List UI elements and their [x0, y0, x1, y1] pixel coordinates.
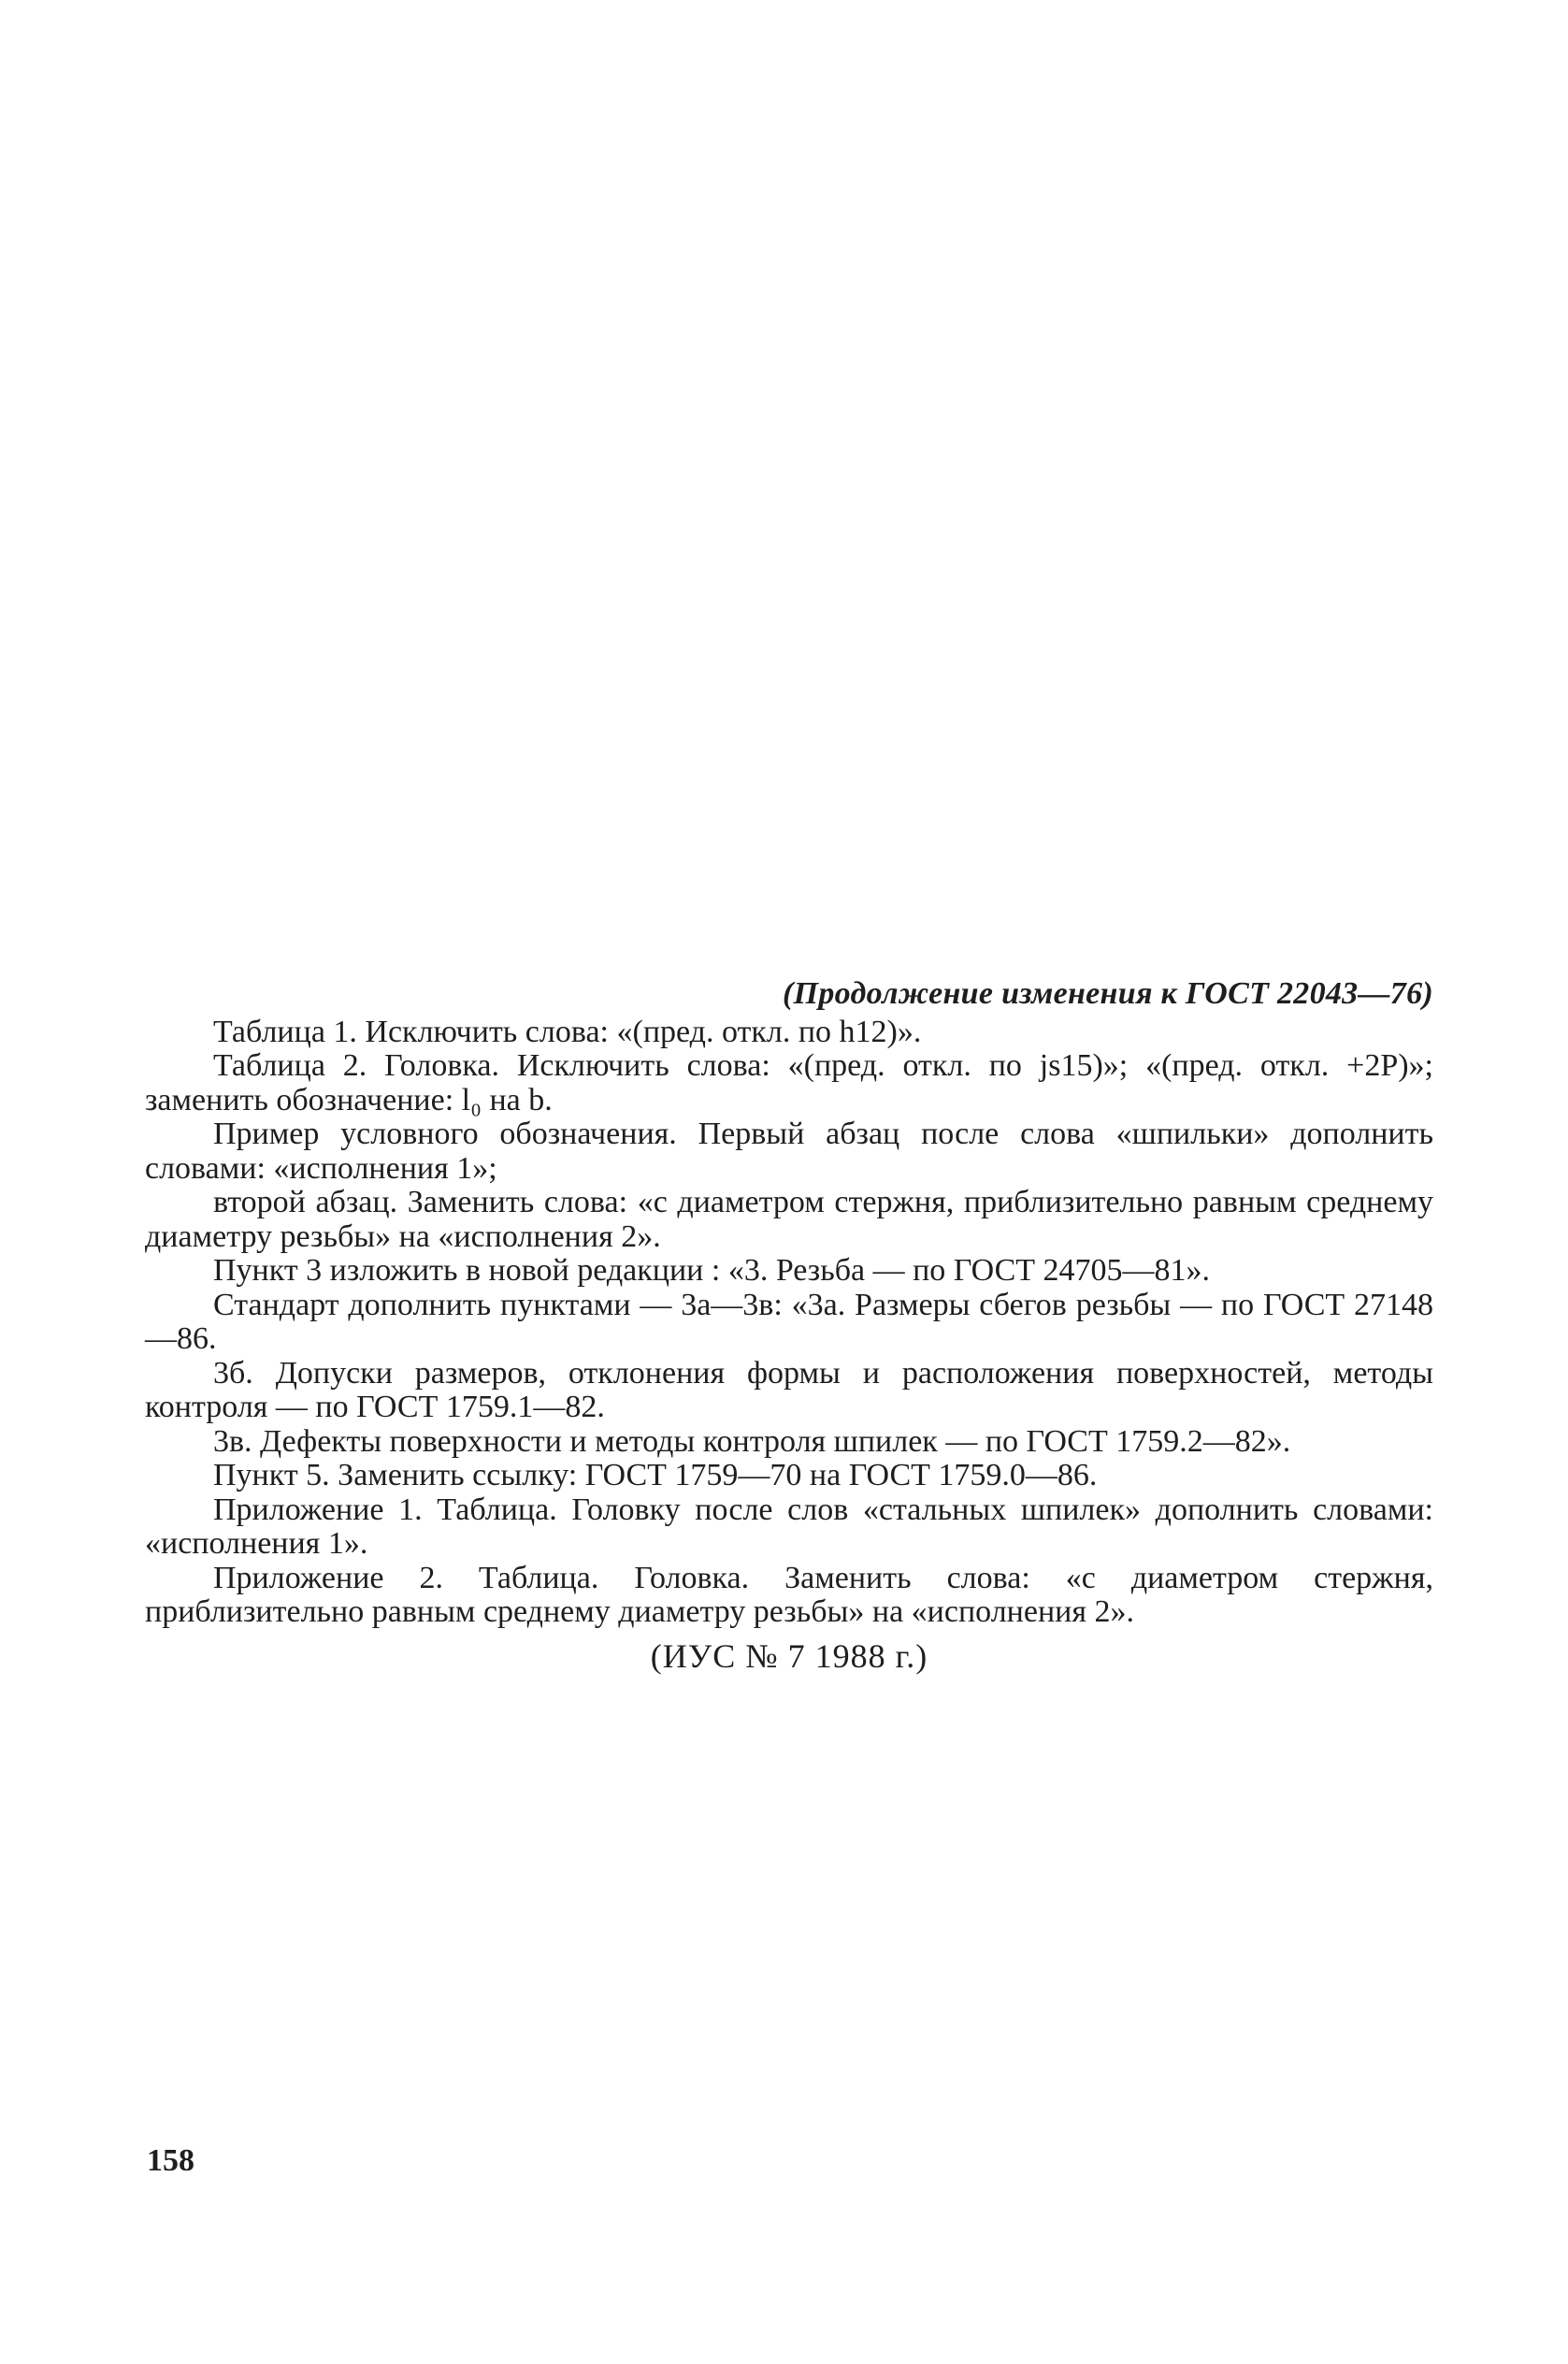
paragraph-item-3: Пункт 3 изложить в новой редакции : «3. Резьба — по ГОСТ 24705—81».: [213, 1253, 1211, 1288]
paragraph-appendix-1: Приложение 1. Таблица. Головку после слов «стальных шпилек» дополнить словами: «исполнения 1».: [145, 1492, 1433, 1561]
paragraph-appendix-2: Приложение 2. Таблица. Головка. Заменить слова: «с диаметром стержня, приблизительно равным среднему диаметру резьбы» на «исполнения 2».: [145, 1560, 1433, 1629]
paragraph-item-5: Пункт 5. Заменить ссылку: ГОСТ 1759—70 на ГОСТ 1759.0—86.: [213, 1458, 1098, 1492]
source-reference: (ИУС № 7 1988 г.): [650, 1636, 928, 1675]
paragraph-table-1: Таблица 1. Исключить слова: «(пред. откл. по h12)».: [213, 1014, 922, 1049]
amendment-text-block: [145, 977, 1433, 1673]
paragraph-item-3v: 3в. Дефекты поверхности и методы контроля шпилек — по ГОСТ 1759.2—82».: [213, 1423, 1291, 1459]
paragraph-table-2: Таблица 2. Головка. Исключить слова: «(пред. откл. по js15)»; «(пред. откл. +2P)»; заменить обозначение: l₀ на b.: [145, 1048, 1433, 1117]
paragraph-example-second: второй абзац. Заменить слова: «с диаметром стержня, приблизительно равным среднему диаметру резьбы» на «исполнения 2».: [145, 1185, 1433, 1254]
paragraph-items-3a-3v: Стандарт дополнить пунктами — 3а—3в: «3а. Размеры сбегов резьбы — по ГОСТ 27148—86.: [145, 1287, 1433, 1356]
page-number: 158: [147, 2143, 194, 2178]
continuation-header: (Продолжение изменения к ГОСТ 22043—76): [783, 976, 1433, 1011]
paragraph-example-first: Пример условного обозначения. Первый абзац после слова «шпильки» дополнить словами: «исполнения 1»;: [145, 1117, 1433, 1186]
paragraph-item-3b: 3б. Допуски размеров, отклонения формы и расположения поверхностей, методы контроля — по ГОСТ 1759.1—82.: [145, 1355, 1433, 1424]
